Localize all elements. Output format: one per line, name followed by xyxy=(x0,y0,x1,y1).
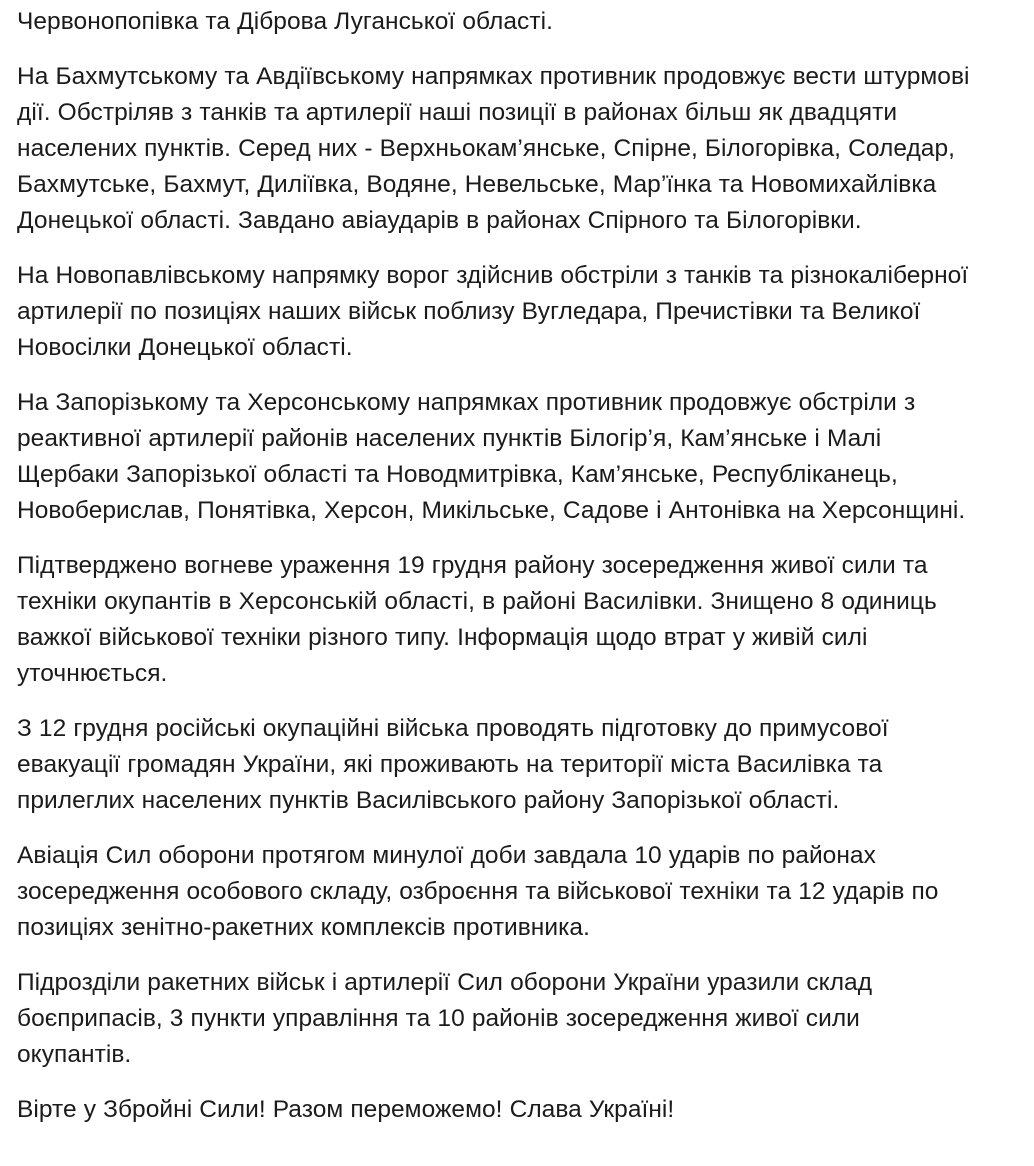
paragraph-3: На Новопавлівському напрямку ворог здійснив обстріли з танків та різнокаліберної артилерії по позиціях наших військ поблизу Вугледара, Пречистівки та Великої Новосілки Донецької області. xyxy=(17,262,969,361)
paragraph-2: На Бахмутському та Авдіївському напрямках противник продовжує вести штурмові дії. Обстріляв з танків та артилерії наші позиції в районах більш як двадцяти населених пунктів. Серед них - Верхньокам’янське, Спірне, Білогорівка, Соледар, Бахмутське, Бахмут, Диліївка, Водяне, Невельське, Мар’їнка та Новомихайлівка Донецької області. Завдано авіаударів в районах Спірного та Білогорівки. xyxy=(17,63,970,234)
paragraph-8: Підрозділи ракетних військ і артилерії Сил оборони України уразили склад боєприпасів, 3 пункти управління та 10 районів зосередження живої сили окупантів. xyxy=(17,969,873,1068)
paragraph-6: З 12 грудня російські окупаційні війська проводять підготовку до примусової евакуації громадян України, які проживають на території міста Василівка та прилеглих населених пунктів Василівського району Запорізької області. xyxy=(17,715,889,814)
paragraph-5: Підтверджено вогневе ураження 19 грудня району зосередження живої сили та техніки окупантів в Херсонській області, в районі Василівки. Знищено 8 одиниць важкої військової техніки різного типу. Інформація щодо втрат у живій силі уточнюється. xyxy=(17,552,937,687)
paragraph-7: Авіація Сил оборони протягом минулої доби завдала 10 ударів по районах зосередження особового складу, озброєння та військової техніки та 12 ударів по позиціях зенітно-ракетних комплексів противника. xyxy=(17,842,939,941)
paragraph-9: Вірте у Збройні Сили! Разом переможемо! Слава Україні! xyxy=(17,1096,675,1123)
paragraph-1: Червонопопівка та Діброва Луганської області. xyxy=(17,8,553,35)
paragraph-4: На Запорізькому та Херсонському напрямках противник продовжує обстріли з реактивної артилерії районів населених пунктів Білогір’я, Кам’янське і Малі Щербаки Запорізької області та Новодмитрівка, Кам’янське, Республіканець, Новоберислав, Понятівка, Херсон, Микільське, Садове і Антонівка на Херсонщині. xyxy=(17,389,966,524)
